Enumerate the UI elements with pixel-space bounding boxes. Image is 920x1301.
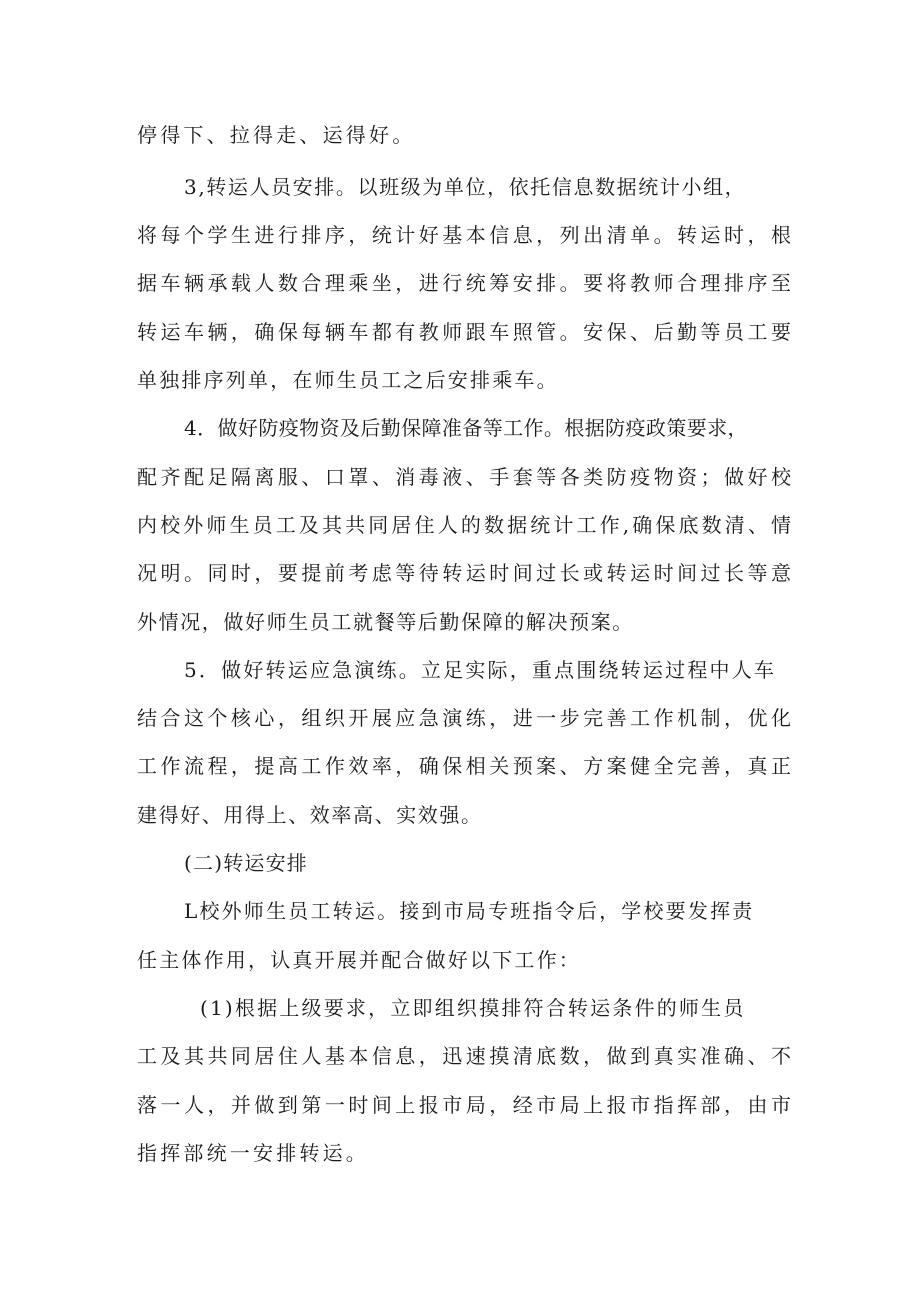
text-line: 落一人，并做到第一时间上报市局，经市局上报市指挥部，由市 <box>137 1093 791 1117</box>
text-line: 单独排序列单，在师生员工之后安排乘车。 <box>137 368 559 392</box>
text-line: 停得下、拉得走、运得好。 <box>137 123 416 147</box>
text-line: 任主体作用，认真开展并配合做好以下工作： <box>137 948 581 972</box>
text-line: 3,转运人员安排。以班级为单位，依托信息数据统计小组， <box>184 175 747 199</box>
text-line: (1)根据上级要求，立即组织摸排符合转运条件的师生员 <box>200 996 746 1020</box>
text-line: 况明。同时，要提前考虑等待转运时间过长或转运时间过长等意 <box>137 561 791 585</box>
text-line: 将每个学生进行排序，统计好基本信息，列出清单。转运时，根 <box>137 223 791 247</box>
text-line: 工及其共同居住人基本信息，迅速摸清底数，做到真实准确、不 <box>137 1044 791 1068</box>
text-line: 配齐配足隔离服、口罩、消毒液、手套等各类防疫物资；做好校 <box>137 465 791 489</box>
text-line: 4．做好防疫物资及后勤保障准备等工作。根据防疫政策要求， <box>184 416 748 440</box>
text-line: 内校外师生员工及其共同居住人的数据统计工作,确保底数清、情 <box>137 513 791 537</box>
text-line: 据车辆承载人数合理乘坐，进行统筹安排。要将教师合理排序至 <box>137 271 791 295</box>
section-heading: (二)转运安排 <box>184 851 309 875</box>
text-line: 外情况，做好师生员工就餐等后勤保障的解决预案。 <box>137 610 634 634</box>
text-line: 指挥部统一安排转运。 <box>137 1141 369 1165</box>
text-line: 建得好、用得上、效率高、实效强。 <box>137 803 483 827</box>
text-line: 转运车辆，确保每辆车都有教师跟车照管。安保、后勤等员工要 <box>137 320 791 344</box>
text-line: 5．做好转运应急演练。立足实际，重点围绕转运过程中人车 <box>184 658 777 682</box>
text-line: L校外师生员工转运。接到市局专班指令后，学校要发挥责 <box>184 899 755 923</box>
text-line: 工作流程，提高工作效率，确保相关预案、方案健全完善，真正 <box>137 754 791 778</box>
text-line: 结合这个核心，组织开展应急演练，进一步完善工作机制，优化 <box>137 706 791 730</box>
